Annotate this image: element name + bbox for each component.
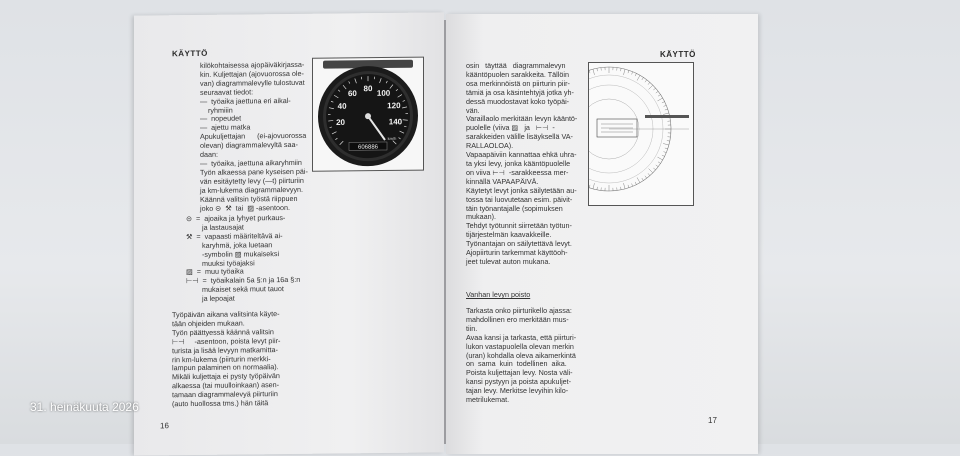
right-page bbox=[446, 14, 758, 454]
left-page bbox=[134, 12, 444, 455]
gauge-speed-label: 40 bbox=[338, 102, 347, 111]
gauge-unit-label: km/h bbox=[388, 136, 397, 141]
photo-date-stamp: 31. heinäkuuta 2026 bbox=[30, 400, 139, 414]
gauge-speed-label: 100 bbox=[377, 89, 391, 98]
chart-disc-figure bbox=[588, 62, 694, 206]
left-page-header: KÄYTTÖ bbox=[172, 49, 208, 58]
gauge-speed-label: 80 bbox=[364, 84, 373, 93]
gauge-speed-label: 120 bbox=[387, 101, 401, 110]
gauge-speed-label: 140 bbox=[389, 117, 403, 126]
gauge-speed-label: 20 bbox=[336, 118, 345, 127]
tachograph-disc bbox=[589, 63, 693, 205]
odometer-readout: 606886 bbox=[358, 145, 379, 151]
gauge-speed-label: 60 bbox=[348, 89, 357, 98]
right-page-header: KÄYTTÖ bbox=[660, 50, 696, 59]
left-body-text-2: Työpäivän aikana valitsinta käyte- tään ohjeiden mukaan. Työn päättyessä käännä valitsin ⊢⊣ -asentoon, poista levyt piir- turista ja lisää levyyn matkamitta- rin km-lukema (piirturin merkki- lampun palaminen on normaalia). Mikäli kuljettaja ei pysty työpäivän alkaessa (tai muulloinkaan) asen- tamaan diagrammalevyä piirturiin (auto huollossa tms.) hän täitä bbox=[172, 310, 280, 409]
symbol-legend: ⊝ = ajoaika ja lyhyet purkaus- ja lastausajat ⚒ = vapaasti määriteltävä ai- karyhmä, joka luetaan -symbolin ▨ mukaiseksi muuksi työajaksi ▨ = muu työaika ⊢⊣ = työaikalain 5a §:n ja 16a §:n mukaiset sekä muut tauot ja lepoajat bbox=[186, 214, 300, 304]
left-body-text: kilökohtaisessa ajopäiväkirjassa- kin. Kuljettajan (ajovuorossa ole- van) diagrammalevylle tulostuvat seuraavat tiedot: — työaika jaettuna eri aikal- ryhmiiin — nopeudet — ajettu matka Apukuljettajan (ei-ajovuorossa olevan) diagrammalevyltä saa- daan: — työaika, jaettuna aikaryhmiin Työn alkaessa pane kyseisen päi- vän esitäytetty levy (—t) piirturiin ja km-lukema diagrammalevyyn. Käännä valitsin työstä riippuen joko ⊝ ⚒ tai ▨ -asentoon. bbox=[200, 61, 308, 214]
right-body-text-2: Tarkasta onko piirturikello ajassa: mahdollinen ero merkitään mus- tiin. Avaa kansi ja tarkasta, että piirturi- lukon vastapuolella olevan merkin (uran) kohdalla oleva aikamerkintä on sama kuin todellinen aika. Poista kuljettajan levy. Nosta väli- kansi pystyyn ja poista apukuljet- tajan levy. Merkitse levyihin kilo- metrilukemat. bbox=[466, 307, 576, 405]
speedometer-gauge bbox=[313, 58, 423, 171]
tachograph-figure bbox=[312, 57, 424, 172]
page-number-right: 17 bbox=[708, 416, 717, 425]
page-number-left: 16 bbox=[160, 421, 169, 430]
right-body-text: osin täyttää diagrammalevyn kääntöpuolen sarakkeita. Tällöin osa merkinnöistä on piirturin piir- tämiä ja osa käsintehtyjä jotka yh- dessä muodostavat koko työpäi- vän. Varaillaolo merkitään levyn kääntö- puolelle (viiva ▨ ja ⊢⊣ - sarakkeiden välille lisäyksellä VA- RALLAOLOA). Vapaapäiviin kannattaa ehkä uhra- ta yksi levy, jonka kääntöpuolelle on viiva ⊢⊣ -sarakkeessa mer- kinnällä VAPAAPÄIVÄ. Käytetyt levyt jonka säilytetään au- tossa tai luovutetaan esim. päivit- täin työnantajalle (sopimuksen mukaan). Tehdyt työtunnit siirretään työtun- tijärjestelmän kaavakkeille. Työnantajan on säilytettävä levyt. Ajopiirturin tarkemmat käyttöoh- jeet tulevat auton mukana. bbox=[466, 62, 577, 267]
section-subheading: Vanhan levyn poisto bbox=[466, 291, 530, 300]
